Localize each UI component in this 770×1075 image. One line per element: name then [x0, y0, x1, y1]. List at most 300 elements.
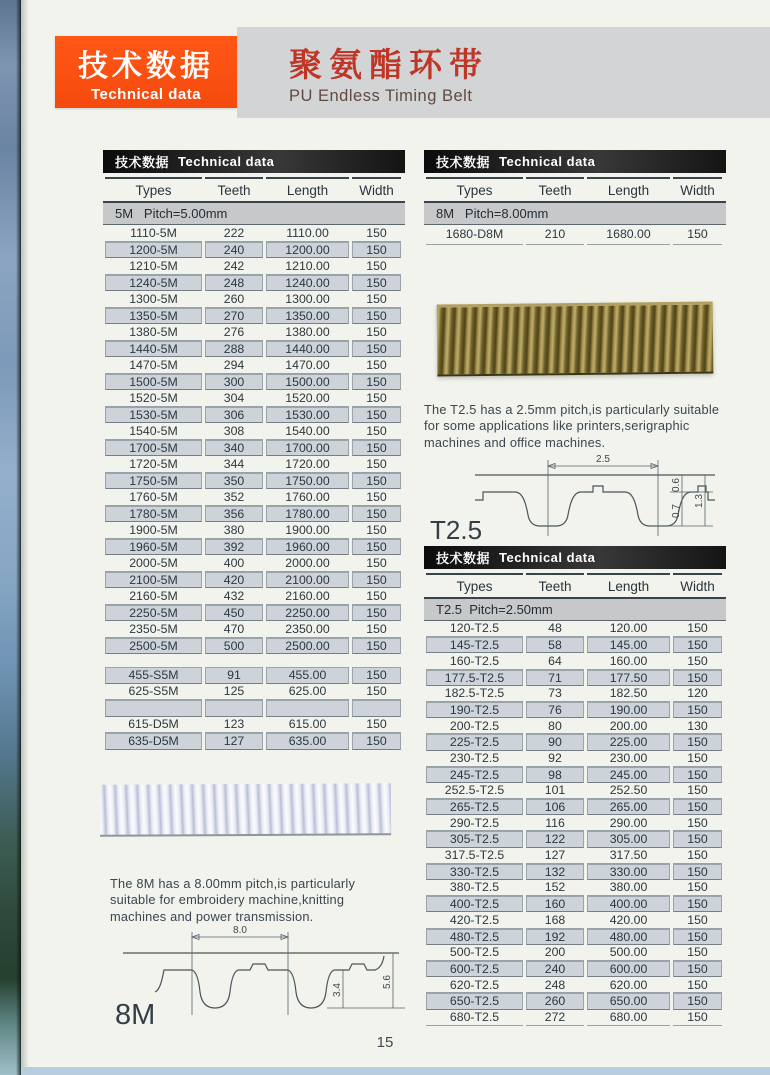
- table-cell: 1300-5M: [105, 291, 202, 308]
- table-cell: 150: [352, 539, 401, 556]
- table-title-cn: 技术数据: [436, 155, 491, 170]
- table-row: [424, 734, 726, 750]
- section-row: 5M Pitch=5.00mm: [103, 203, 405, 225]
- table-cell: 276: [205, 324, 263, 341]
- page-edge-shadow: [21, 0, 29, 1075]
- table-row: [103, 588, 405, 605]
- table-cell: 150: [352, 588, 401, 605]
- table-cell: 272: [526, 1010, 584, 1026]
- table-cell: 1350.00: [266, 308, 349, 325]
- table-cell: 2500-5M: [105, 638, 202, 655]
- note-8m: The 8M has a 8.00mm pitch,is particularly suitable for embroidery machine,knitting machines and power transmission.: [110, 876, 356, 924]
- page-number: 15: [376, 1034, 394, 1051]
- table-cell: 1780-5M: [105, 506, 202, 523]
- table-cell: 1750-5M: [105, 473, 202, 490]
- table-cell: 120.00: [587, 621, 670, 637]
- table-cell: 344: [205, 456, 263, 473]
- table-cell: 150: [352, 489, 401, 506]
- table-cell: 635-D5M: [105, 733, 202, 750]
- table-cell: 150: [352, 621, 401, 638]
- table-cell: 150: [673, 977, 722, 993]
- table-cell: 160: [526, 896, 584, 912]
- table-cell: 150: [352, 605, 401, 622]
- table-cell: 150: [352, 291, 401, 308]
- table-row: [424, 767, 726, 783]
- table-row: [424, 799, 726, 815]
- table-row: [103, 605, 405, 622]
- table-row: [424, 670, 726, 686]
- table-cell: 2100.00: [266, 572, 349, 589]
- table-cell: 1680.00: [587, 225, 670, 245]
- table-row: [103, 572, 405, 589]
- table-cell: 290-T2.5: [426, 815, 523, 831]
- table-cell: 200: [526, 945, 584, 961]
- table-cell: 615-D5M: [105, 717, 202, 734]
- table-cell: 76: [526, 702, 584, 718]
- table-cell: 1960.00: [266, 539, 349, 556]
- table-cell: 480.00: [587, 929, 670, 945]
- table-cell: 150: [673, 225, 722, 245]
- table-cell: 650.00: [587, 993, 670, 1009]
- table-row: [103, 700, 405, 717]
- table-row: [424, 815, 726, 831]
- table-cell: 252.50: [587, 783, 670, 799]
- table-cell: 1210-5M: [105, 258, 202, 275]
- table-cell: 265.00: [587, 799, 670, 815]
- table-cell: 150: [352, 440, 401, 457]
- table-cell: 288: [205, 341, 263, 358]
- table-row: [424, 686, 726, 702]
- table-cell: 480-T2.5: [426, 929, 523, 945]
- column-header: Teeth: [526, 177, 584, 201]
- table-cell: 1240.00: [266, 275, 349, 292]
- table-cell: 106: [526, 799, 584, 815]
- table-cell: 222: [205, 225, 263, 242]
- table-row: [103, 456, 405, 473]
- table-cell: 150: [352, 242, 401, 259]
- table-cell: 2160.00: [266, 588, 349, 605]
- t25-profile-diagram: [420, 443, 732, 549]
- table-cell: 245.00: [587, 767, 670, 783]
- column-header-row: [424, 573, 726, 599]
- table-cell: 380-T2.5: [426, 880, 523, 896]
- table-cell: 500-T2.5: [426, 945, 523, 961]
- table-row: [103, 684, 405, 701]
- page-title-block: [237, 27, 770, 118]
- table-row: [424, 1010, 726, 1026]
- table-row: [424, 751, 726, 767]
- table-cell: 615.00: [266, 717, 349, 734]
- note-t25: The T2.5 has a 2.5mm pitch,is particularly suitable for some applications like printers,serigraphic machines and office machines.: [424, 402, 720, 450]
- table-cell: 150: [673, 831, 722, 847]
- table-row: [424, 929, 726, 945]
- table-cell: 190.00: [587, 702, 670, 718]
- table-cell: 600-T2.5: [426, 961, 523, 977]
- column-header: Length: [587, 573, 670, 597]
- table-cell: 150: [673, 670, 722, 686]
- banner-title-cn: 技术数据: [78, 50, 214, 83]
- table-row: [103, 258, 405, 275]
- table-cell: 152: [526, 880, 584, 896]
- table-cell: 1440.00: [266, 341, 349, 358]
- background-photo-edge: [0, 0, 21, 1075]
- table-cell: 625-S5M: [105, 684, 202, 701]
- belt-photo-gold: [437, 302, 714, 377]
- table-5m: [103, 150, 405, 750]
- column-header: Length: [266, 177, 349, 201]
- table-cell: 1540-5M: [105, 423, 202, 440]
- column-header: Width: [673, 573, 722, 597]
- column-header: Width: [673, 177, 722, 201]
- table-row: [424, 961, 726, 977]
- table-cell: 150: [352, 667, 401, 684]
- table-cell: 330-T2.5: [426, 864, 523, 880]
- table-cell: 150: [352, 733, 401, 750]
- table-row: [103, 539, 405, 556]
- table-cell: 116: [526, 815, 584, 831]
- section-row: T2.5 Pitch=2.50mm: [424, 599, 726, 621]
- banner-title-en: Technical data: [90, 86, 202, 103]
- table-cell: 1470.00: [266, 357, 349, 374]
- table-row: [424, 977, 726, 993]
- table-cell: 150: [673, 783, 722, 799]
- table-cell: 400.00: [587, 896, 670, 912]
- table-cell: 317.50: [587, 848, 670, 864]
- table-cell: 290.00: [587, 815, 670, 831]
- table-cell: 132: [526, 864, 584, 880]
- table-cell: 2350-5M: [105, 621, 202, 638]
- table-cell: 455.00: [266, 667, 349, 684]
- t25-total-dim: 1.3: [694, 494, 705, 508]
- table-cell: 127: [205, 733, 263, 750]
- table-t25: [424, 546, 726, 1026]
- table-cell: 260: [205, 291, 263, 308]
- table-row: [103, 717, 405, 734]
- table-cell: 150: [673, 767, 722, 783]
- table-8m: [424, 150, 726, 245]
- table-cell: 127: [526, 848, 584, 864]
- 8m-pitch-dim: 8.0: [233, 925, 247, 936]
- table-cell: 125: [205, 684, 263, 701]
- table-cell: 150: [352, 324, 401, 341]
- table-cell: 1900-5M: [105, 522, 202, 539]
- table-cell: 500: [205, 638, 263, 655]
- table-cell: 150: [352, 717, 401, 734]
- table-cell: 150: [352, 258, 401, 275]
- table-cell: 1700.00: [266, 440, 349, 457]
- table-cell: 150: [673, 912, 722, 928]
- 8m-diagram-label: 8M: [115, 999, 156, 1031]
- table-cell: 160.00: [587, 653, 670, 669]
- table-row: [103, 390, 405, 407]
- table-cell: 80: [526, 718, 584, 734]
- table-cell: 265-T2.5: [426, 799, 523, 815]
- column-header: Types: [426, 177, 523, 201]
- table-row: [424, 702, 726, 718]
- table-cell: 260: [526, 993, 584, 1009]
- table-cell: [205, 700, 263, 717]
- table-cell: 150: [673, 653, 722, 669]
- table-row: [103, 275, 405, 292]
- table-cell: 304: [205, 390, 263, 407]
- table-cell: 1500.00: [266, 374, 349, 391]
- table-cell: 150: [352, 506, 401, 523]
- table-cell: 420-T2.5: [426, 912, 523, 928]
- table-row: [103, 357, 405, 374]
- table-row: [103, 638, 405, 655]
- table-cell: 240: [205, 242, 263, 259]
- table-cell: 150: [673, 799, 722, 815]
- table-cell: 625.00: [266, 684, 349, 701]
- table-cell: 177.5-T2.5: [426, 670, 523, 686]
- table-cell: 1240-5M: [105, 275, 202, 292]
- table-row: [103, 621, 405, 638]
- table-cell: 150: [673, 880, 722, 896]
- table-cell: 380.00: [587, 880, 670, 896]
- table-cell: 150: [352, 407, 401, 424]
- column-header-row: [424, 177, 726, 203]
- column-header: Types: [426, 573, 523, 597]
- table-cell: 150: [673, 1010, 722, 1026]
- table-cell: 130: [673, 718, 722, 734]
- table-cell: 160-T2.5: [426, 653, 523, 669]
- table-cell: 64: [526, 653, 584, 669]
- table-cell: 200.00: [587, 718, 670, 734]
- 8m-tooth-dim: 3.4: [332, 983, 343, 997]
- table-cell: 600.00: [587, 961, 670, 977]
- table-cell: 150: [352, 473, 401, 490]
- table-row: [424, 718, 726, 734]
- section-banner: [55, 36, 237, 108]
- table-cell: 71: [526, 670, 584, 686]
- table-cell: 150: [352, 374, 401, 391]
- table-cell: 120: [673, 686, 722, 702]
- table-cell: 192: [526, 929, 584, 945]
- table-cell: 308: [205, 423, 263, 440]
- table-cell: 150: [673, 815, 722, 831]
- table-cell: 306: [205, 407, 263, 424]
- table-cell: 1530.00: [266, 407, 349, 424]
- t25-pitch-dim: 2.5: [596, 454, 610, 465]
- column-header: Length: [587, 177, 670, 201]
- table-cell: 420: [205, 572, 263, 589]
- table-cell: 356: [205, 506, 263, 523]
- table-cell: 168: [526, 912, 584, 928]
- table-cell: 150: [352, 522, 401, 539]
- table-cell: 2100-5M: [105, 572, 202, 589]
- table-cell: 1680-D8M: [426, 225, 523, 245]
- table-cell: 101: [526, 783, 584, 799]
- table-cell: 145-T2.5: [426, 637, 523, 653]
- table-cell: 317.5-T2.5: [426, 848, 523, 864]
- table-cell: 680.00: [587, 1010, 670, 1026]
- table-row: [103, 473, 405, 490]
- table-cell: 245-T2.5: [426, 767, 523, 783]
- table-cell: 150: [352, 357, 401, 374]
- table-row: [103, 242, 405, 259]
- section-row: 8M Pitch=8.00mm: [424, 203, 726, 225]
- table-cell: 177.50: [587, 670, 670, 686]
- column-header: Teeth: [526, 573, 584, 597]
- table-cell: 2500.00: [266, 638, 349, 655]
- table-cell: 1520-5M: [105, 390, 202, 407]
- table-cell: 1440-5M: [105, 341, 202, 358]
- table-cell: 2250.00: [266, 605, 349, 622]
- table-cell: 432: [205, 588, 263, 605]
- table-cell: 92: [526, 751, 584, 767]
- table-cell: 350: [205, 473, 263, 490]
- table-cell: 620-T2.5: [426, 977, 523, 993]
- table-cell: 1110-5M: [105, 225, 202, 242]
- table-cell: 73: [526, 686, 584, 702]
- table-row: [424, 896, 726, 912]
- table-row: [424, 637, 726, 653]
- table-cell: 91: [205, 667, 263, 684]
- table-cell: 1700-5M: [105, 440, 202, 457]
- table-row: [103, 489, 405, 506]
- table-row: [103, 308, 405, 325]
- belt-photo-white: [100, 783, 391, 837]
- t25-body-dim: 0.6: [671, 478, 682, 492]
- table-cell: 450: [205, 605, 263, 622]
- table-cell: 400: [205, 555, 263, 572]
- table-row: [424, 848, 726, 864]
- table-cell: 150: [673, 929, 722, 945]
- table-cell: 470: [205, 621, 263, 638]
- table-cell: 455-S5M: [105, 667, 202, 684]
- table-cell: 270: [205, 308, 263, 325]
- table-cell: 680-T2.5: [426, 1010, 523, 1026]
- table-row: [103, 440, 405, 457]
- table-cell: 150: [673, 848, 722, 864]
- table-row: [103, 733, 405, 750]
- table-cell: [105, 700, 202, 717]
- table-cell: 1110.00: [266, 225, 349, 242]
- table-cell: 1750.00: [266, 473, 349, 490]
- table-cell: 2350.00: [266, 621, 349, 638]
- table-cell: 1350-5M: [105, 308, 202, 325]
- table-cell: 150: [352, 638, 401, 655]
- table-cell: 200-T2.5: [426, 718, 523, 734]
- table-cell: 150: [352, 225, 401, 242]
- table-cell: 150: [673, 751, 722, 767]
- table-cell: 98: [526, 767, 584, 783]
- table-cell: 300: [205, 374, 263, 391]
- table-cell: 123: [205, 717, 263, 734]
- table-cell: 2000.00: [266, 555, 349, 572]
- table-cell: 242: [205, 258, 263, 275]
- bottom-photo-edge: [21, 1067, 770, 1075]
- table-cell: 240: [526, 961, 584, 977]
- table-title-cn: 技术数据: [436, 551, 491, 566]
- table-cell: 150: [673, 702, 722, 718]
- table-cell: 1520.00: [266, 390, 349, 407]
- t25-diagram-label: T2.5: [430, 515, 483, 545]
- page-title-cn: 聚氨酯环带: [289, 46, 489, 83]
- table-cell: 230.00: [587, 751, 670, 767]
- table-cell: 352: [205, 489, 263, 506]
- table-cell: 650-T2.5: [426, 993, 523, 1009]
- table-title-bar: [103, 150, 405, 173]
- table-row: [424, 864, 726, 880]
- 8m-profile-diagram: [97, 920, 421, 1034]
- table-cell: 620.00: [587, 977, 670, 993]
- table-body: [103, 177, 405, 750]
- table-cell: 145.00: [587, 637, 670, 653]
- table-cell: 150: [673, 961, 722, 977]
- table-title-en: Technical data: [178, 154, 275, 169]
- table-cell: 150: [352, 456, 401, 473]
- table-cell: 120-T2.5: [426, 621, 523, 637]
- table-cell: 380: [205, 522, 263, 539]
- table-cell: 248: [205, 275, 263, 292]
- t25-tooth-dim: 0.7: [671, 504, 682, 518]
- table-cell: 2250-5M: [105, 605, 202, 622]
- table-cell: 1530-5M: [105, 407, 202, 424]
- table-row: [103, 291, 405, 308]
- table-cell: 1470-5M: [105, 357, 202, 374]
- table-cell: 1780.00: [266, 506, 349, 523]
- table-row: [103, 522, 405, 539]
- table-cell: 305.00: [587, 831, 670, 847]
- table-cell: 1210.00: [266, 258, 349, 275]
- column-header: Width: [352, 177, 401, 201]
- table-row: [103, 654, 405, 667]
- table-row: [103, 555, 405, 572]
- table-row: [424, 880, 726, 896]
- page-title-en: PU Endless Timing Belt: [289, 87, 473, 105]
- table-cell: 305-T2.5: [426, 831, 523, 847]
- table-cell: 2000-5M: [105, 555, 202, 572]
- table-cell: 1760.00: [266, 489, 349, 506]
- table-cell: 1200.00: [266, 242, 349, 259]
- table-cell: 150: [673, 734, 722, 750]
- table-row: [424, 945, 726, 961]
- table-cell: 150: [673, 637, 722, 653]
- table-row: [424, 993, 726, 1009]
- 8m-total-dim: 5.6: [382, 975, 393, 989]
- table-row: [103, 225, 405, 242]
- table-cell: 210: [526, 225, 584, 245]
- table-row: [424, 225, 726, 245]
- table-cell: 150: [352, 275, 401, 292]
- table-cell: 150: [352, 308, 401, 325]
- table-cell: 150: [352, 555, 401, 572]
- table-cell: 150: [673, 864, 722, 880]
- table-cell: 1720.00: [266, 456, 349, 473]
- column-header: Teeth: [205, 177, 263, 201]
- table-cell: 1720-5M: [105, 456, 202, 473]
- table-cell: 1900.00: [266, 522, 349, 539]
- table-cell: 182.50: [587, 686, 670, 702]
- table-row: [103, 423, 405, 440]
- table-cell: 294: [205, 357, 263, 374]
- table-cell: 1300.00: [266, 291, 349, 308]
- table-cell: 1540.00: [266, 423, 349, 440]
- table-title-bar: [424, 150, 726, 173]
- table-cell: [266, 700, 349, 717]
- table-cell: 248: [526, 977, 584, 993]
- table-cell: 1500-5M: [105, 374, 202, 391]
- table-row: [424, 831, 726, 847]
- table-cell: 150: [352, 341, 401, 358]
- table-cell: 122: [526, 831, 584, 847]
- table-cell: 1760-5M: [105, 489, 202, 506]
- table-cell: 392: [205, 539, 263, 556]
- table-cell: 150: [673, 621, 722, 637]
- table-title-en: Technical data: [499, 550, 596, 565]
- table-cell: 150: [352, 390, 401, 407]
